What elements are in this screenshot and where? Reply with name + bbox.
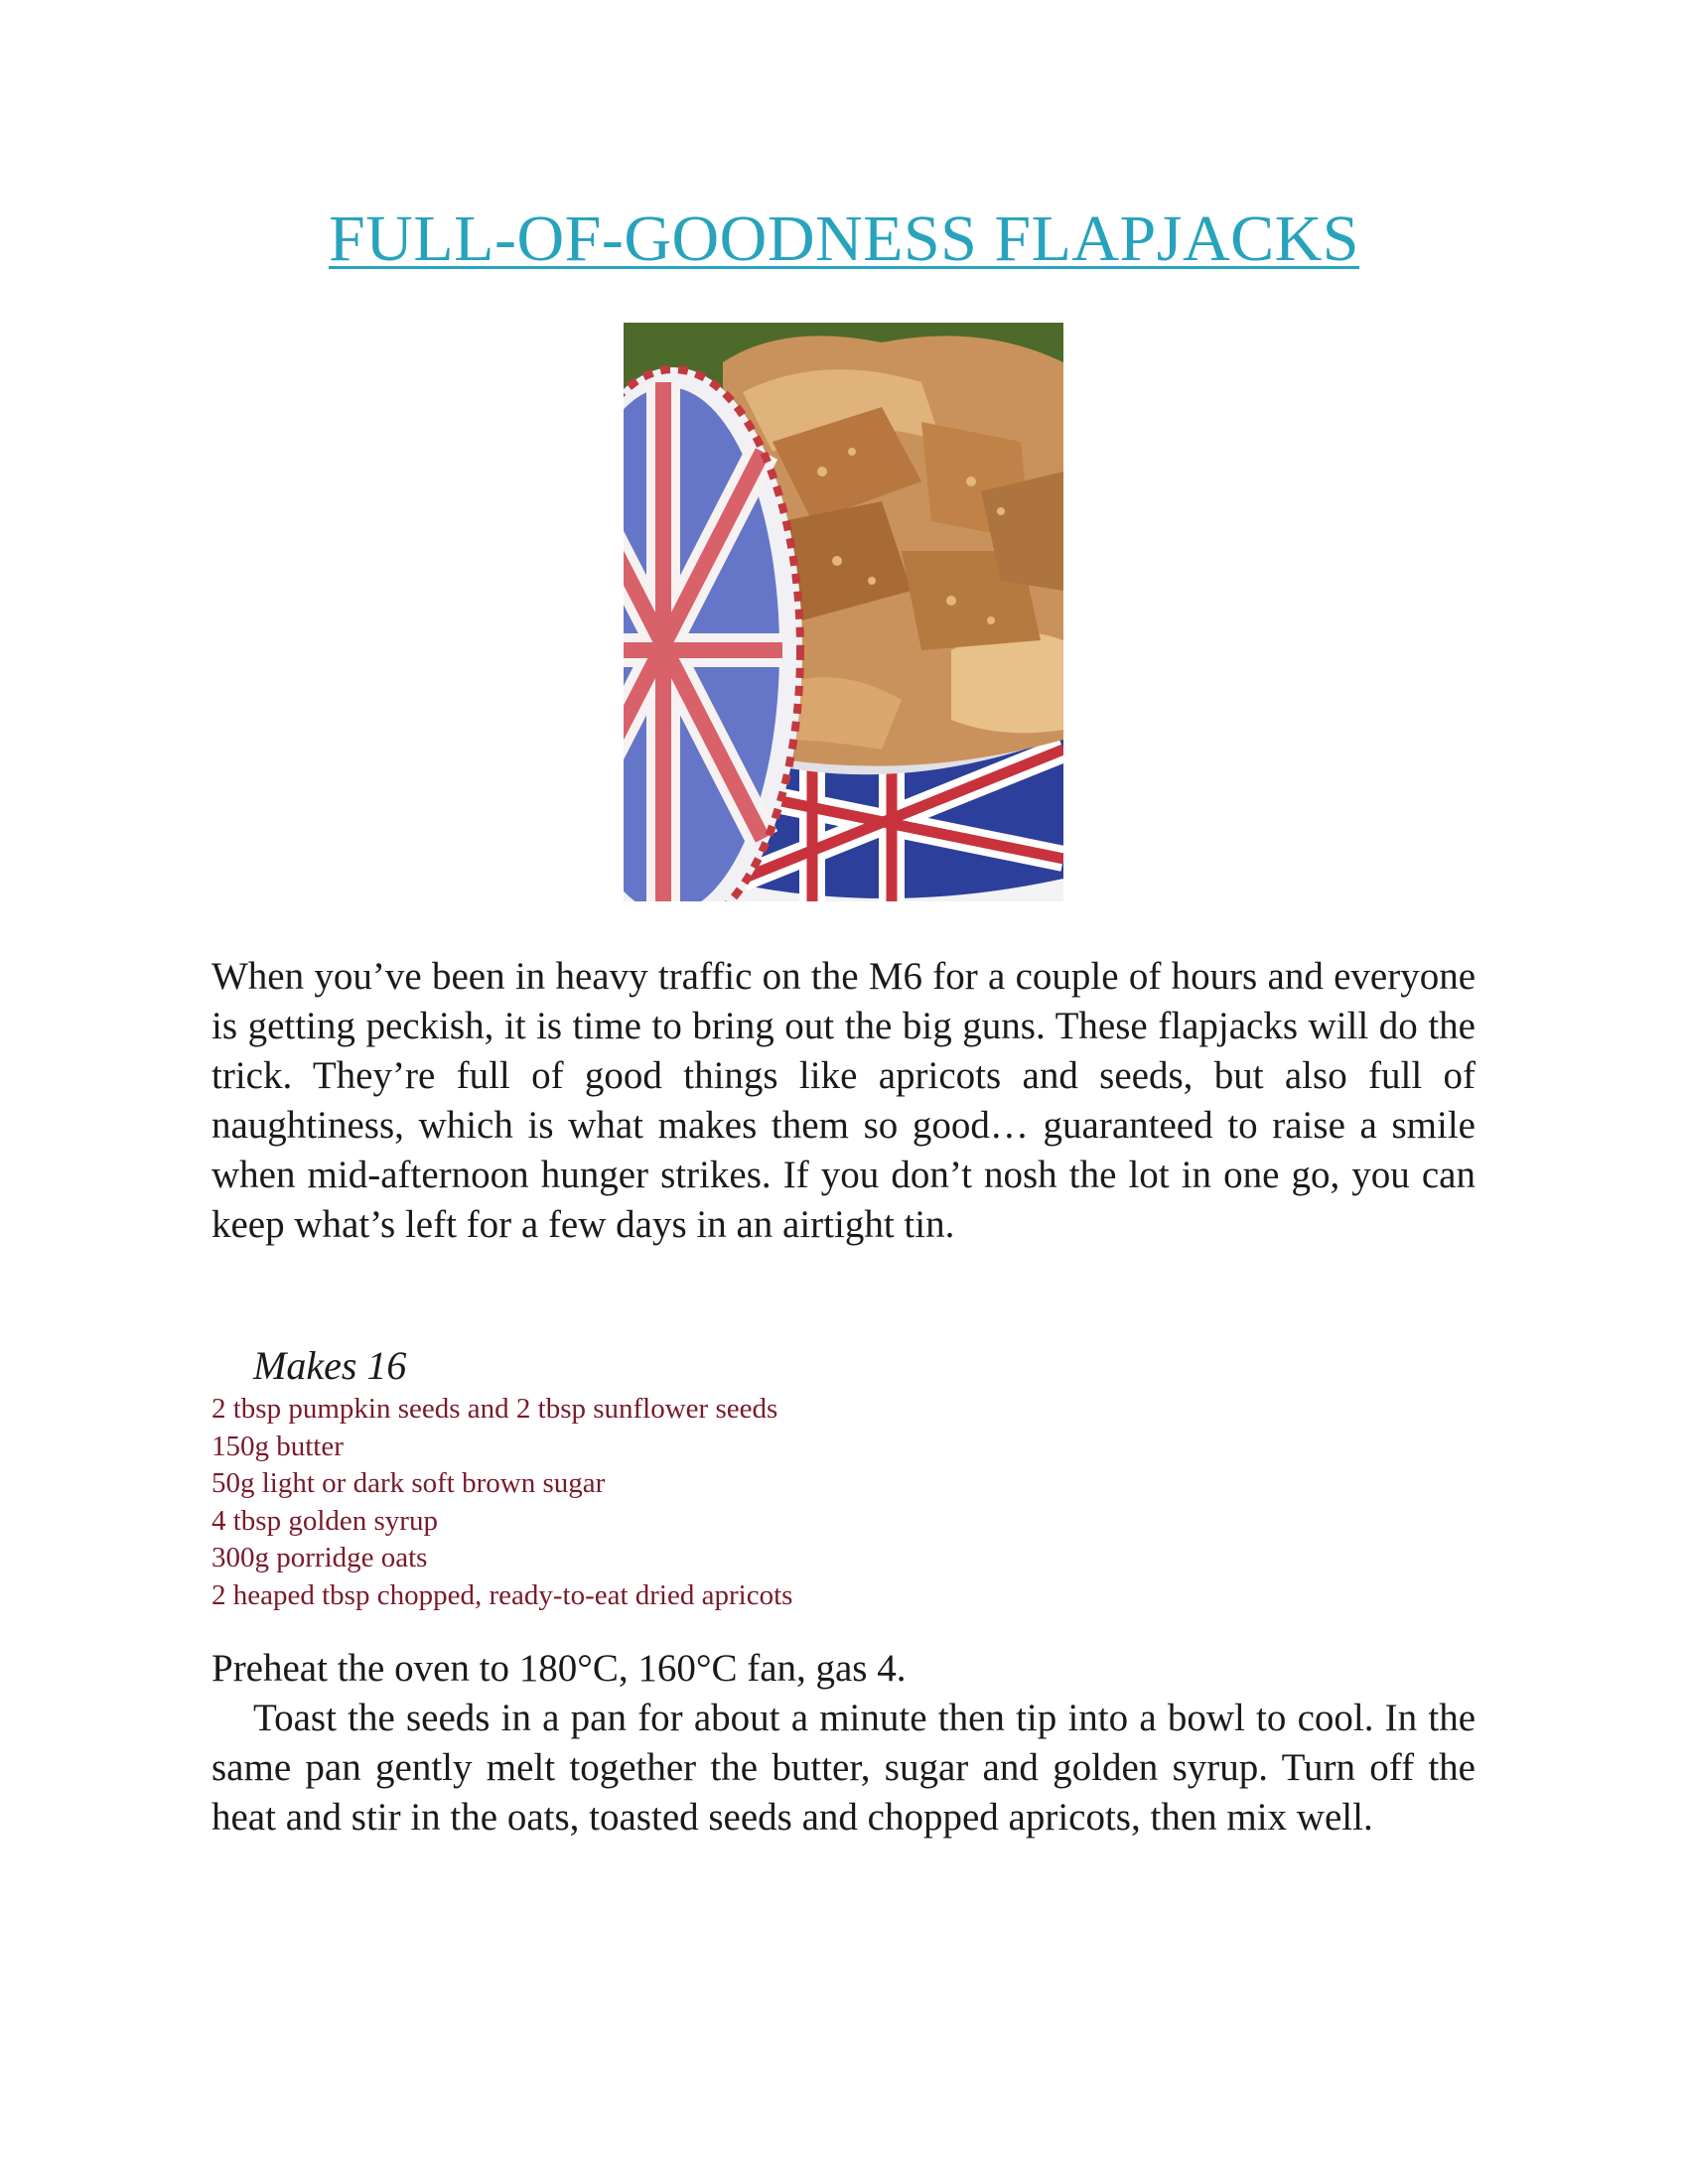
ingredient-item: 50g light or dark soft brown sugar [211,1467,606,1499]
flapjacks-in-union-jack-tin-photo [624,323,1063,901]
method-paragraph: Toast the seeds in a pan for about a minute then tip into a bowl to cool. In the same pan gently melt together the butter, sugar and golden syrup. Turn off the heat and stir in the oats, toasted seeds and chopped apricots, then mix well. [211,1697,1476,1839]
ingredient-item: 300g porridge oats [211,1542,428,1573]
preheat-instruction: Preheat the oven to 180°C, 160°C fan, gas 4. [211,1647,907,1690]
recipe-title: FULL-OF-GOODNESS FLAPJACKS [329,203,1359,275]
ingredient-item: 150g butter [211,1430,344,1462]
ingredient-item: 2 heaped tbsp chopped, ready-to-eat dried apricots [211,1578,793,1611]
ingredient-item: 4 tbsp golden syrup [211,1504,438,1537]
ingredient-item: 2 tbsp pumpkin seeds and 2 tbsp sunflower seeds [211,1393,778,1425]
ingredients-list [211,1391,792,1614]
recipe-yield: Makes 16 [253,1343,407,1388]
intro-paragraph: When you’ve been in heavy traffic on the M6 for a couple of hours and everyone is getting peckish, it is time to bring out the big guns. These flapjacks will do the trick. They’re full of good things like apricots and seeds, but also full of naughtiness, which is what makes them so good… guaranteed to raise a smile when mid-afternoon hunger strikes. If you don’t nosh the lot in one go, you can keep what’s left for a few days in an airtight tin. [211,955,1476,1246]
